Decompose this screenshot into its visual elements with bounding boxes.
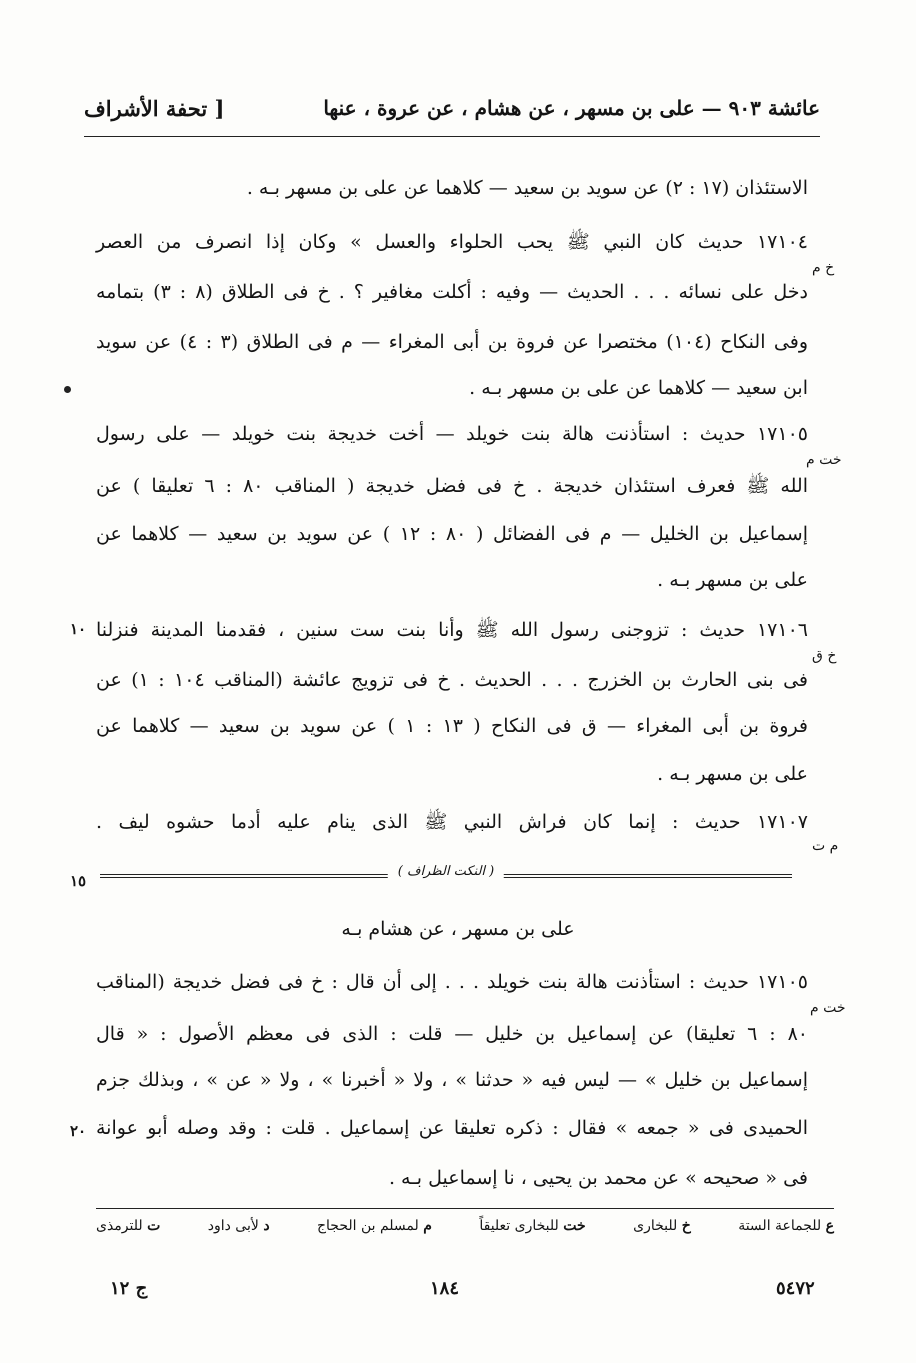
legend-item: ع للجماعة الستة <box>738 1218 834 1234</box>
line-number-15: ١٥ <box>70 872 87 890</box>
line-marker-5 <box>64 386 71 393</box>
hadith-17105-line-3: إسماعيل بن الخليل — م فى الفضائل ( ٨٠ : ١٢ ) عن سويد بن سعيد — كلاهما عن <box>96 523 809 545</box>
hadith-17106-line-4: على بن مسهر بـه . <box>657 763 808 785</box>
hadith-17104-line-2: دخل على نسائه . . . الحديث — وفيه : أكلت مغافير ؟ . خ فى الطلاق (٨ : ٣) بتمامه <box>96 281 809 303</box>
hadith-17105-line-1: ١٧١٠٥ حديث : استأذنت هالة بنت خويلد — أخت خديجة بنت خويلد — على رسول <box>96 423 808 445</box>
nukat-line-2: ٨٠ : ٦ تعليقا) عن إسماعيل بن خليل — قلت : الذى فى معظم الأصول : « قال <box>96 1023 808 1045</box>
nukat-line-1: ١٧١٠٥ حديث : استأذنت هالة بنت خويلد . . . إلى أن قال : خ فى فضل خديجة (المناقب <box>96 971 808 993</box>
hadith-17107-line-1: ١٧١٠٧ حديث : إنما كان فراش النبي ﷺ الذى ينام عليه أدما حشوه ليف . <box>96 811 808 833</box>
hadith-17106-line-1: ١٧١٠٦ حديث : تزوجنى رسول الله ﷺ وأنا بنت ست سنين ، فقدمنا المدينة فنزلنا <box>96 619 808 641</box>
text-line-1: الاستئذان (١٧ : ٢) عن سويد بن سعيد — كلاهما عن على بن مسهر بـه . <box>246 177 808 199</box>
margin-sigla-17104: خ م <box>812 260 835 276</box>
margin-sigla-17107: م ت <box>812 838 839 854</box>
margin-sigla-17106: خ ق <box>812 648 837 664</box>
line-number-10: ١٠ <box>70 620 87 638</box>
margin-sigla-nukat: خت م <box>810 1000 846 1016</box>
legend-item: م لمسلم بن الحجاج <box>316 1218 432 1234</box>
nukat-line-4: الحميدى فى « جمعه » فقال : ذكره تعليقا عن إسماعيل . قلت : وقد وصله أبو عوانة <box>96 1117 808 1139</box>
nukat-line-5: فى « صحيحه » عن محمد بن يحيى ، نا إسماعيل بـه . <box>388 1167 808 1189</box>
header-rule <box>84 136 820 137</box>
legend-item: خت للبخارى تعليقاً <box>479 1218 586 1234</box>
line-number-20: ٢٠ <box>70 1122 87 1140</box>
hadith-17105-line-2: الله ﷺ فعرف استئذان خديجة . خ فى فضل خديجة ( المناقب ٨٠ : ٦ تعليقا ) عن <box>96 475 808 497</box>
margin-sigla-17105: خت م <box>806 452 842 468</box>
hadith-17106-line-3: فروة بن أبى المغراء — ق فى النكاح ( ١٣ : ١ ) عن سويد بن سعيد — كلاهما عن <box>96 715 809 737</box>
volume-number: ج ١٢ <box>110 1278 148 1299</box>
legend-item: خ للبخارى <box>633 1218 691 1234</box>
hadith-17104-line-4: ابن سعيد — كلاهما عن على بن مسهر بـه . <box>469 377 808 399</box>
entry-number: ٥٤٧٢ <box>776 1278 815 1299</box>
hadith-17104-line-3: وفى النكاح (١٠٤) مختصرا عن فروة بن أبى المغراء — م فى الطلاق (٣ : ٤) عن سويد <box>96 331 809 353</box>
book-title: [ تحفة الأشراف <box>84 96 225 121</box>
hadith-17104-line-1: ١٧١٠٤ حديث كان النبي ﷺ يحب الحلواء والعسل » وكان إذا انصرف من العصر <box>96 231 808 253</box>
nukat-line-3: إسماعيل بن خليل » — ليس فيه « حدثنا » ، ولا « أخبرنا » ، ولا « عن » ، وبذلك جزم <box>96 1069 808 1091</box>
section-subheading: على بن مسهر ، عن هشام بـه <box>341 918 575 940</box>
hadith-17105-line-4: على بن مسهر بـه . <box>657 569 808 591</box>
hadith-17106-line-2: فى بنى الحارث بن الخزرج . . . الحديث . خ فى تزويج عائشة (المناقب ١٠٤ : ١) عن <box>96 669 808 691</box>
page-header <box>84 96 820 136</box>
separator-label: ( النكت الظراف ) <box>388 864 504 879</box>
section-separator <box>100 866 792 884</box>
page-number: ١٨٤ <box>430 1278 460 1299</box>
footnote-rule <box>96 1208 834 1209</box>
legend-item: د لأبى داود <box>207 1218 270 1234</box>
sigla-legend <box>96 1218 834 1248</box>
legend-item: ت للترمذى <box>96 1218 161 1234</box>
header-title: عائشة ٩٠٣ — على بن مسهر ، عن هشام ، عن عروة ، عنها <box>323 96 820 120</box>
